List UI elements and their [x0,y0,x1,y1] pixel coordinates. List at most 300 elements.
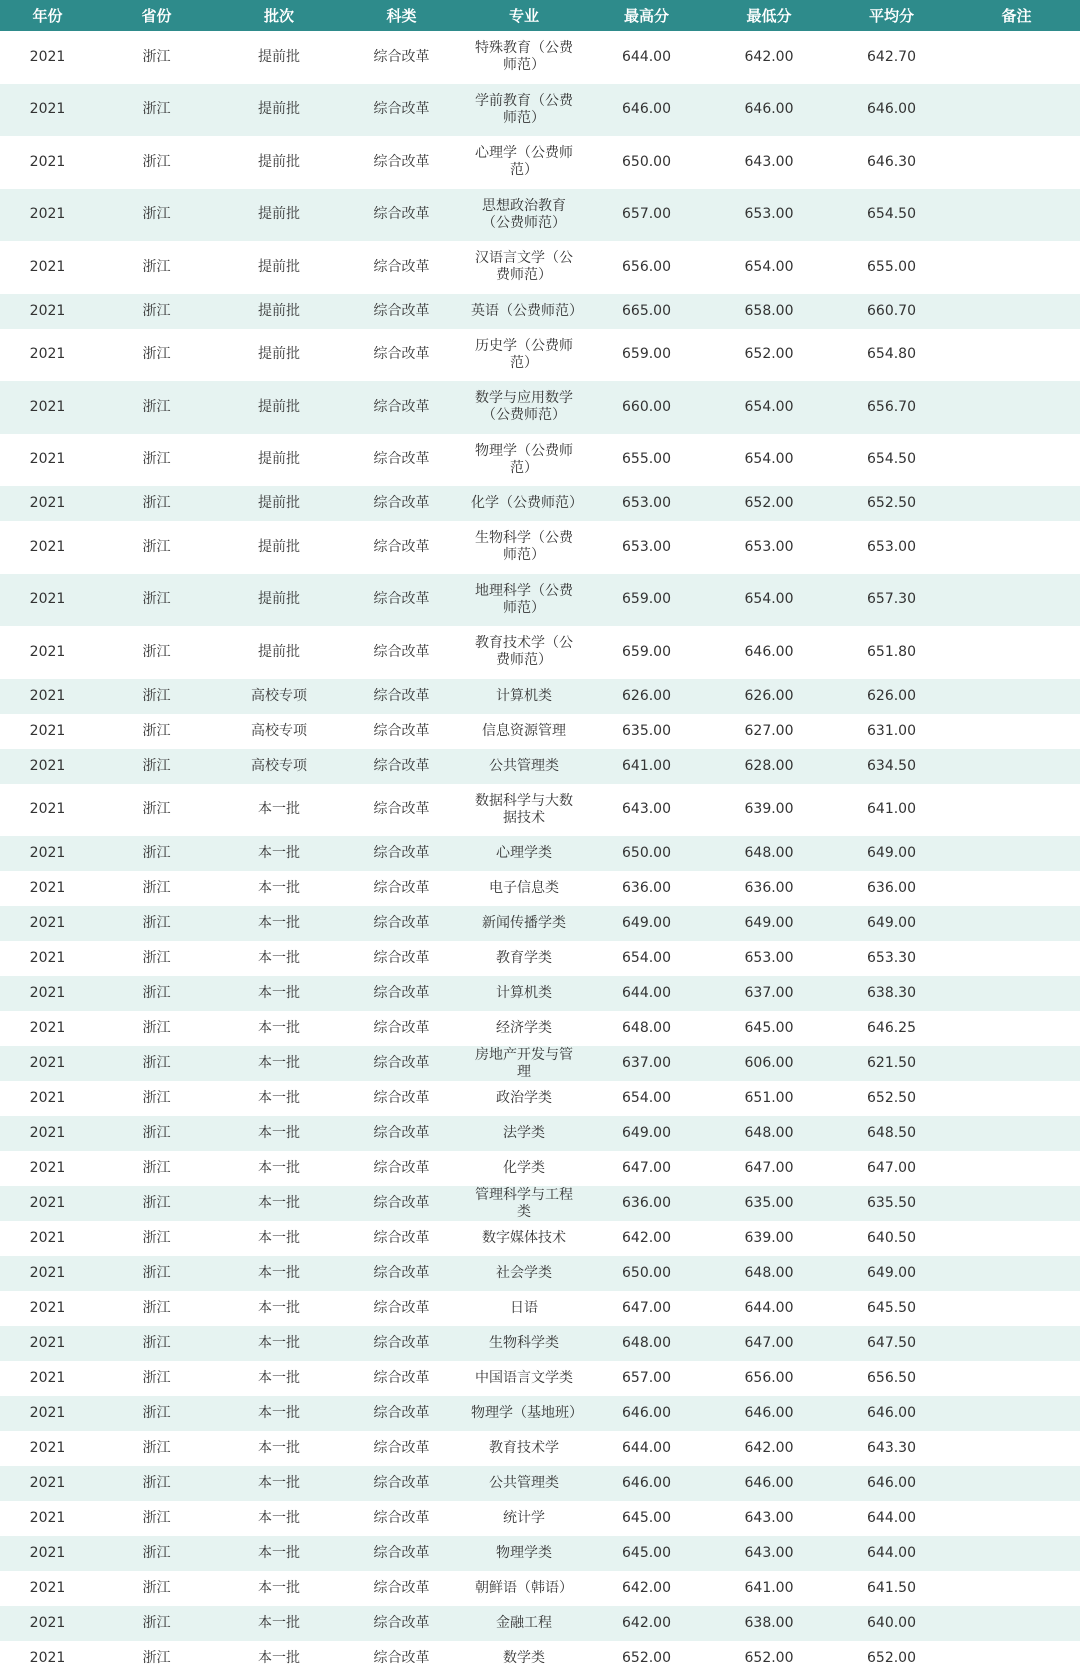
cell-batch: 本一批 [258,845,300,861]
cell-max-score: 646.00 [622,101,671,118]
cell-subject: 综合改革 [373,495,430,511]
cell-remarks [953,1571,1080,1606]
cell-remarks [953,836,1080,871]
table-row [0,31,1080,84]
cell-batch: 本一批 [258,1020,300,1036]
cell-subject: 综合改革 [373,538,430,555]
cell-province: 浙江 [142,950,171,966]
cell-remarks [953,1396,1080,1431]
cell-major: 地理科学（公费师范） [475,582,573,616]
cell-province: 浙江 [142,1300,171,1316]
cell-min-score: 644.00 [744,1300,794,1316]
cell-max-score: 642.00 [622,1230,671,1246]
table-row [0,1606,1080,1641]
cell-avg-score: 621.50 [867,1055,916,1071]
cell-batch: 提前批 [258,643,300,660]
cell-major: 化学类 [503,1160,545,1176]
cell-year: 2021 [29,1230,66,1246]
cell-min-score: 646.00 [744,1405,794,1421]
cell-province: 浙江 [142,1230,171,1246]
cell-min-score: 648.00 [744,845,794,861]
cell-year: 2021 [29,591,66,608]
cell-avg-score: 648.50 [867,1125,916,1141]
cell-batch: 提前批 [258,398,300,415]
cell-max-score: 644.00 [622,985,671,1001]
cell-batch: 提前批 [258,101,300,118]
table-row [0,136,1080,189]
cell-min-score: 654.00 [744,451,794,468]
cell-subject: 综合改革 [373,1475,430,1491]
cell-batch: 本一批 [258,950,300,966]
table-row [0,574,1080,627]
cell-major: 数学与应用数学（公费师范） [475,390,573,424]
cell-year: 2021 [29,538,66,555]
cell-subject: 综合改革 [373,1650,430,1666]
cell-province: 浙江 [142,1440,171,1456]
cell-subject: 综合改革 [373,845,430,861]
cell-year: 2021 [29,1195,66,1211]
cell-batch: 本一批 [258,1195,300,1211]
cell-avg-score: 640.50 [867,1230,916,1246]
cell-min-score: 643.00 [744,1510,794,1526]
cell-province: 浙江 [142,1475,171,1491]
cell-major: 法学类 [503,1125,545,1141]
cell-avg-score: 646.00 [867,1475,916,1491]
cell-year: 2021 [29,346,66,363]
cell-avg-score: 640.00 [867,1615,916,1631]
cell-year: 2021 [29,687,66,704]
cell-batch: 本一批 [258,1300,300,1316]
cell-year: 2021 [29,451,66,468]
cell-province: 浙江 [142,1510,171,1526]
cell-min-score: 653.00 [744,538,794,555]
cell-avg-score: 646.25 [867,1020,916,1036]
cell-remarks [953,574,1080,627]
cell-min-score: 648.00 [744,1265,794,1281]
cell-remarks [953,626,1080,679]
cell-max-score: 647.00 [622,1300,671,1316]
cell-min-score: 653.00 [744,206,794,223]
cell-min-score: 628.00 [744,757,794,774]
cell-major: 电子信息类 [489,880,559,896]
cell-major: 社会学类 [496,1265,552,1281]
cell-avg-score: 653.00 [867,538,916,555]
cell-min-score: 646.00 [744,101,794,118]
cell-max-score: 657.00 [622,1370,671,1386]
cell-major: 化学（公费师范） [471,495,583,511]
cell-remarks [953,1641,1080,1676]
cell-major: 计算机类 [496,687,552,704]
cell-min-score: 639.00 [744,1230,794,1246]
cell-remarks [953,329,1080,382]
cell-avg-score: 646.30 [867,153,916,170]
cell-province: 浙江 [142,153,171,170]
cell-year: 2021 [29,1650,66,1666]
cell-avg-score: 656.70 [867,398,916,415]
cell-remarks [953,381,1080,434]
cell-year: 2021 [29,48,66,65]
cell-remarks [953,1466,1080,1501]
table-row [0,381,1080,434]
cell-year: 2021 [29,1615,66,1631]
cell-avg-score: 647.00 [867,1160,916,1176]
cell-remarks [953,1116,1080,1151]
cell-remarks [953,486,1080,521]
cell-major: 教育学类 [496,950,552,966]
cell-remarks [953,189,1080,242]
cell-year: 2021 [29,950,66,966]
cell-batch: 提前批 [258,206,300,223]
header-remarks: 备注 [1001,7,1032,25]
cell-major: 朝鲜语（韩语） [475,1580,573,1596]
cell-max-score: 659.00 [622,591,671,608]
cell-subject: 综合改革 [373,1195,430,1211]
cell-batch: 本一批 [258,1545,300,1561]
cell-min-score: 649.00 [744,915,794,931]
cell-major: 信息资源管理 [482,722,566,739]
cell-min-score: 652.00 [744,495,794,511]
cell-batch: 本一批 [258,1055,300,1071]
cell-subject: 综合改革 [373,1370,430,1386]
cell-min-score: 606.00 [744,1055,794,1071]
cell-max-score: 643.00 [622,801,671,818]
table-row [0,434,1080,487]
cell-subject: 综合改革 [373,346,430,363]
cell-avg-score: 636.00 [867,880,916,896]
cell-major: 公共管理类 [489,757,559,774]
cell-province: 浙江 [142,1370,171,1386]
cell-year: 2021 [29,801,66,818]
cell-max-score: 660.00 [622,398,671,415]
cell-major: 中国语言文学类 [475,1370,573,1386]
cell-batch: 本一批 [258,1370,300,1386]
cell-avg-score: 638.30 [867,985,916,1001]
cell-subject: 综合改革 [373,101,430,118]
cell-avg-score: 634.50 [867,757,916,774]
cell-batch: 本一批 [258,1510,300,1526]
cell-year: 2021 [29,258,66,275]
table-row [0,1641,1080,1676]
cell-max-score: 637.00 [622,1055,671,1071]
cell-remarks [953,434,1080,487]
table-row [0,784,1080,837]
cell-province: 浙江 [142,495,171,511]
cell-remarks [953,1431,1080,1466]
cell-year: 2021 [29,845,66,861]
cell-major: 物理学（基地班） [471,1405,583,1421]
cell-max-score: 648.00 [622,1020,671,1036]
cell-max-score: 665.00 [622,302,671,319]
header-province: 省份 [141,7,172,25]
table-body [0,31,1080,1676]
cell-batch: 提前批 [258,258,300,275]
cell-province: 浙江 [142,302,171,319]
cell-avg-score: 657.30 [867,591,916,608]
cell-subject: 综合改革 [373,258,430,275]
cell-batch: 提前批 [258,538,300,555]
cell-subject: 综合改革 [373,206,430,223]
cell-avg-score: 635.50 [867,1195,916,1211]
cell-province: 浙江 [142,757,171,774]
cell-remarks [953,1011,1080,1046]
cell-year: 2021 [29,1545,66,1561]
cell-min-score: 638.00 [744,1615,794,1631]
table-row [0,1046,1080,1081]
cell-min-score: 637.00 [744,985,794,1001]
cell-subject: 综合改革 [373,398,430,415]
table-row [0,1536,1080,1571]
table-row [0,1326,1080,1361]
table-row [0,1081,1080,1116]
cell-batch: 提前批 [258,495,300,511]
cell-subject: 综合改革 [373,1615,430,1631]
cell-avg-score: 656.50 [867,1370,916,1386]
cell-subject: 综合改革 [373,1545,430,1561]
cell-avg-score: 651.80 [867,643,916,660]
cell-major: 公共管理类 [489,1475,559,1491]
table-row [0,1291,1080,1326]
cell-province: 浙江 [142,1650,171,1666]
cell-subject: 综合改革 [373,643,430,660]
cell-subject: 综合改革 [373,1510,430,1526]
cell-max-score: 652.00 [622,1650,671,1666]
table-row [0,1256,1080,1291]
cell-year: 2021 [29,722,66,739]
cell-batch: 本一批 [258,1160,300,1176]
cell-remarks [953,871,1080,906]
table-row [0,1011,1080,1046]
table-row [0,1431,1080,1466]
header-avg-score: 平均分 [868,7,914,25]
cell-subject: 综合改革 [373,1160,430,1176]
cell-min-score: 643.00 [744,153,794,170]
cell-subject: 综合改革 [373,1125,430,1141]
cell-batch: 本一批 [258,985,300,1001]
cell-subject: 综合改革 [373,1055,430,1071]
cell-year: 2021 [29,1580,66,1596]
table-row [0,1571,1080,1606]
cell-province: 浙江 [142,687,171,704]
cell-year: 2021 [29,1370,66,1386]
cell-max-score: 635.00 [622,722,671,739]
cell-province: 浙江 [142,398,171,415]
table-row [0,871,1080,906]
cell-province: 浙江 [142,643,171,660]
cell-min-score: 642.00 [744,48,794,65]
table-row [0,906,1080,941]
cell-min-score: 645.00 [744,1020,794,1036]
cell-remarks [953,294,1080,329]
cell-remarks [953,241,1080,294]
cell-major: 物理学类 [496,1545,552,1561]
cell-province: 浙江 [142,915,171,931]
table-row [0,294,1080,329]
cell-major: 经济学类 [496,1020,552,1036]
cell-max-score: 646.00 [622,1475,671,1491]
cell-subject: 综合改革 [373,451,430,468]
table-row [0,1186,1080,1221]
cell-min-score: 626.00 [744,687,794,704]
cell-province: 浙江 [142,101,171,118]
header-min-score: 最低分 [746,7,792,25]
cell-remarks [953,1606,1080,1641]
cell-min-score: 654.00 [744,591,794,608]
cell-major: 思想政治教育（公费师范） [482,197,566,231]
cell-province: 浙江 [142,1405,171,1421]
cell-batch: 本一批 [258,1125,300,1141]
cell-avg-score: 655.00 [867,258,916,275]
cell-province: 浙江 [142,346,171,363]
cell-min-score: 652.00 [744,1650,794,1666]
cell-major: 数据科学与大数据技术 [475,792,573,826]
cell-subject: 综合改革 [373,1580,430,1596]
cell-max-score: 657.00 [622,206,671,223]
cell-batch: 提前批 [258,346,300,363]
cell-province: 浙江 [142,1615,171,1631]
cell-year: 2021 [29,398,66,415]
cell-batch: 提前批 [258,48,300,65]
cell-year: 2021 [29,1160,66,1176]
cell-province: 浙江 [142,1265,171,1281]
cell-batch: 本一批 [258,1650,300,1666]
cell-avg-score: 649.00 [867,845,916,861]
cell-batch: 本一批 [258,880,300,896]
cell-subject: 综合改革 [373,1020,430,1036]
cell-year: 2021 [29,1405,66,1421]
cell-avg-score: 654.50 [867,451,916,468]
cell-major: 数学类 [503,1650,545,1666]
cell-subject: 综合改革 [373,1265,430,1281]
cell-batch: 本一批 [258,915,300,931]
cell-batch: 本一批 [258,1440,300,1456]
header-subject: 科类 [386,7,417,25]
header-batch: 批次 [263,7,294,25]
cell-province: 浙江 [142,845,171,861]
table-header [0,0,1080,31]
cell-max-score: 645.00 [622,1510,671,1526]
cell-year: 2021 [29,495,66,511]
cell-major: 特殊教育（公费师范） [475,40,573,74]
cell-subject: 综合改革 [373,985,430,1001]
cell-subject: 综合改革 [373,687,430,704]
cell-subject: 综合改革 [373,1090,430,1106]
cell-min-score: 646.00 [744,643,794,660]
cell-year: 2021 [29,1020,66,1036]
cell-remarks [953,1536,1080,1571]
cell-year: 2021 [29,1300,66,1316]
cell-remarks [953,521,1080,574]
cell-remarks [953,1361,1080,1396]
cell-remarks [953,1326,1080,1361]
cell-remarks [953,136,1080,189]
cell-major: 计算机类 [496,985,552,1001]
cell-min-score: 642.00 [744,1440,794,1456]
cell-remarks [953,1256,1080,1291]
cell-year: 2021 [29,101,66,118]
cell-min-score: 635.00 [744,1195,794,1211]
cell-remarks [953,749,1080,784]
cell-remarks [953,1151,1080,1186]
cell-avg-score: 631.00 [867,722,916,739]
cell-avg-score: 643.30 [867,1440,916,1456]
cell-subject: 综合改革 [373,1405,430,1421]
cell-batch: 本一批 [258,1230,300,1246]
header-year: 年份 [32,7,63,25]
cell-min-score: 656.00 [744,1370,794,1386]
cell-year: 2021 [29,1125,66,1141]
table-row [0,189,1080,242]
cell-min-score: 627.00 [744,722,794,739]
cell-remarks [953,679,1080,714]
cell-batch: 提前批 [258,302,300,319]
cell-province: 浙江 [142,1335,171,1351]
cell-major: 新闻传播学类 [482,915,566,931]
cell-remarks [953,31,1080,84]
table-row [0,1221,1080,1256]
cell-province: 浙江 [142,538,171,555]
cell-max-score: 648.00 [622,1335,671,1351]
cell-remarks [953,941,1080,976]
cell-major: 日语 [510,1300,538,1316]
cell-max-score: 636.00 [622,880,671,896]
cell-major: 教育技术学 [489,1440,559,1456]
cell-major: 生物科学（公费师范） [475,530,573,564]
cell-year: 2021 [29,643,66,660]
cell-avg-score: 652.50 [867,495,916,511]
table-row [0,626,1080,679]
cell-avg-score: 647.50 [867,1335,916,1351]
cell-subject: 综合改革 [373,880,430,896]
cell-province: 浙江 [142,1055,171,1071]
header-row [0,0,1080,31]
table-row [0,241,1080,294]
cell-avg-score: 649.00 [867,915,916,931]
cell-max-score: 650.00 [622,1265,671,1281]
cell-avg-score: 641.50 [867,1580,916,1596]
cell-max-score: 656.00 [622,258,671,275]
cell-year: 2021 [29,1440,66,1456]
cell-avg-score: 652.50 [867,1090,916,1106]
table-row [0,84,1080,137]
cell-remarks [953,906,1080,941]
cell-remarks [953,1186,1080,1221]
table-row [0,941,1080,976]
table-row [0,1501,1080,1536]
cell-major: 数字媒体技术 [482,1230,566,1246]
cell-batch: 本一批 [258,1265,300,1281]
cell-avg-score: 654.50 [867,206,916,223]
cell-province: 浙江 [142,1545,171,1561]
cell-subject: 综合改革 [373,950,430,966]
cell-subject: 综合改革 [373,1230,430,1246]
cell-year: 2021 [29,985,66,1001]
cell-avg-score: 644.00 [867,1545,916,1561]
cell-subject: 综合改革 [373,153,430,170]
table-row [0,836,1080,871]
cell-min-score: 652.00 [744,346,794,363]
cell-max-score: 650.00 [622,845,671,861]
cell-max-score: 647.00 [622,1160,671,1176]
cell-year: 2021 [29,302,66,319]
cell-min-score: 647.00 [744,1335,794,1351]
cell-avg-score: 652.00 [867,1650,916,1666]
cell-remarks [953,976,1080,1011]
cell-max-score: 641.00 [622,757,671,774]
cell-subject: 综合改革 [373,915,430,931]
table-row [0,1116,1080,1151]
cell-min-score: 658.00 [744,302,794,319]
cell-year: 2021 [29,206,66,223]
